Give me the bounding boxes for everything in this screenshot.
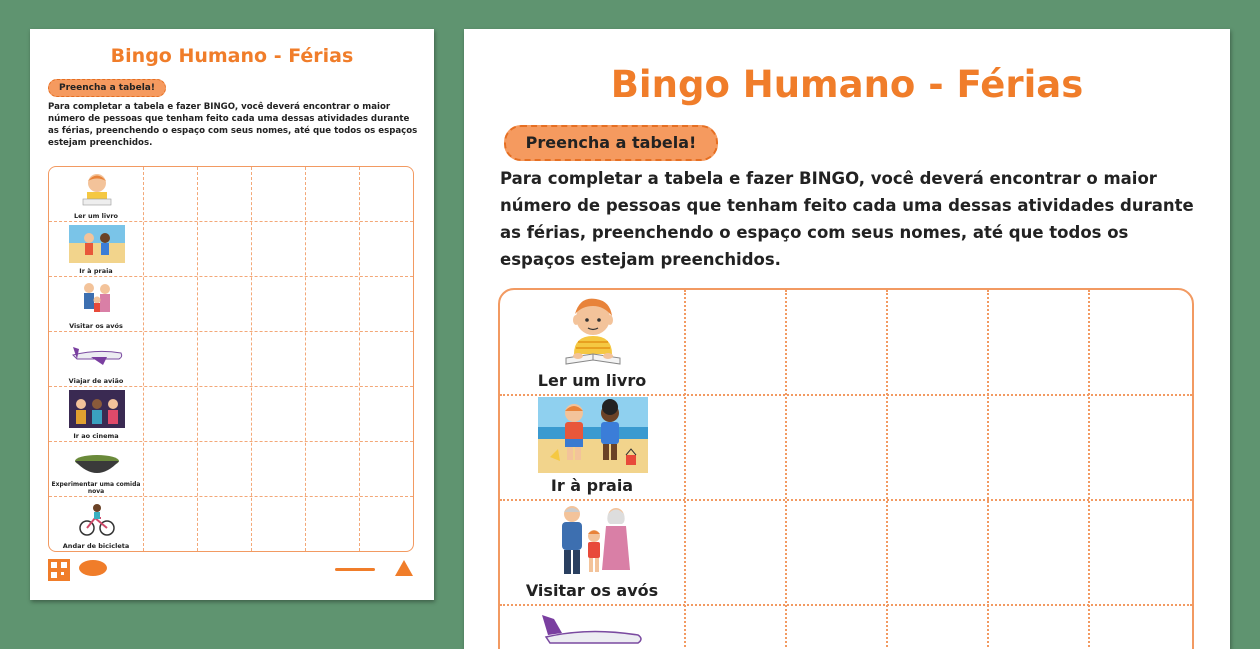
table-row — [500, 605, 1192, 649]
bingo-grid — [498, 288, 1194, 649]
page-title: Bingo Humano - Férias — [110, 45, 354, 67]
table-row — [500, 290, 1192, 396]
logo-icon — [78, 559, 108, 577]
brand-logo-icon — [394, 559, 414, 577]
activity-label: Ir ao cinema — [73, 432, 119, 440]
airplane-icon — [538, 607, 648, 649]
cinema-audience-icon — [69, 390, 125, 428]
table-row — [49, 277, 413, 332]
airplane-icon — [69, 335, 125, 373]
table-row — [49, 387, 413, 442]
table-row — [49, 222, 413, 277]
reading-boy-icon — [69, 170, 125, 208]
worksheet-thumbnail — [30, 29, 434, 600]
reading-boy-icon — [538, 292, 648, 368]
instruction-badge: Preencha a tabela! — [504, 125, 718, 161]
activity-label: Ir à praia — [550, 476, 634, 495]
activity-label: Ir à praia — [79, 267, 113, 275]
activity-label: Visitar os avós — [69, 322, 123, 330]
activity-label: Ler um livro — [73, 212, 119, 220]
table-row — [49, 332, 413, 387]
instruction-badge: Preencha a tabela! — [48, 79, 166, 97]
activity-label: Andar de bicicleta — [62, 542, 130, 550]
grandparents-icon — [538, 502, 648, 578]
bingo-grid — [48, 166, 414, 552]
qr-code-icon — [48, 559, 70, 581]
activity-label: Ler um livro — [537, 371, 647, 390]
table-row — [500, 500, 1192, 606]
footer-url-mark-icon — [335, 565, 375, 575]
activity-label: Visitar os avós — [525, 581, 659, 600]
beach-children-icon — [538, 397, 648, 473]
bicycle-icon — [69, 500, 125, 538]
table-row — [49, 497, 413, 551]
activity-label: Experimentar uma comida nova — [51, 481, 141, 495]
beach-children-icon — [69, 225, 125, 263]
table-row — [49, 442, 413, 497]
grandparents-icon — [69, 280, 125, 318]
worksheet-page — [464, 29, 1230, 649]
intro-text: Para completar a tabela e fazer BINGO, você deverá encontrar o maior número de pessoas que tenham feito cada uma dessas atividades durante as férias, preenchendo o espaço com seus nomes, até que todos os espaços estejam preenchidos. — [500, 169, 1194, 269]
activity-label: Viajar de avião — [68, 377, 124, 385]
table-row — [49, 167, 413, 222]
intro-text: Para completar a tabela e fazer BINGO, você deverá encontrar o maior número de pessoas que tenham feito cada uma dessas atividades durante as férias, preenchendo o espaço com seus nomes, até que todos os espaços estejam preenchidos. — [48, 102, 418, 148]
food-bowl-icon — [69, 445, 125, 483]
page-title: Bingo Humano - Férias — [610, 63, 1084, 106]
table-row — [500, 395, 1192, 501]
